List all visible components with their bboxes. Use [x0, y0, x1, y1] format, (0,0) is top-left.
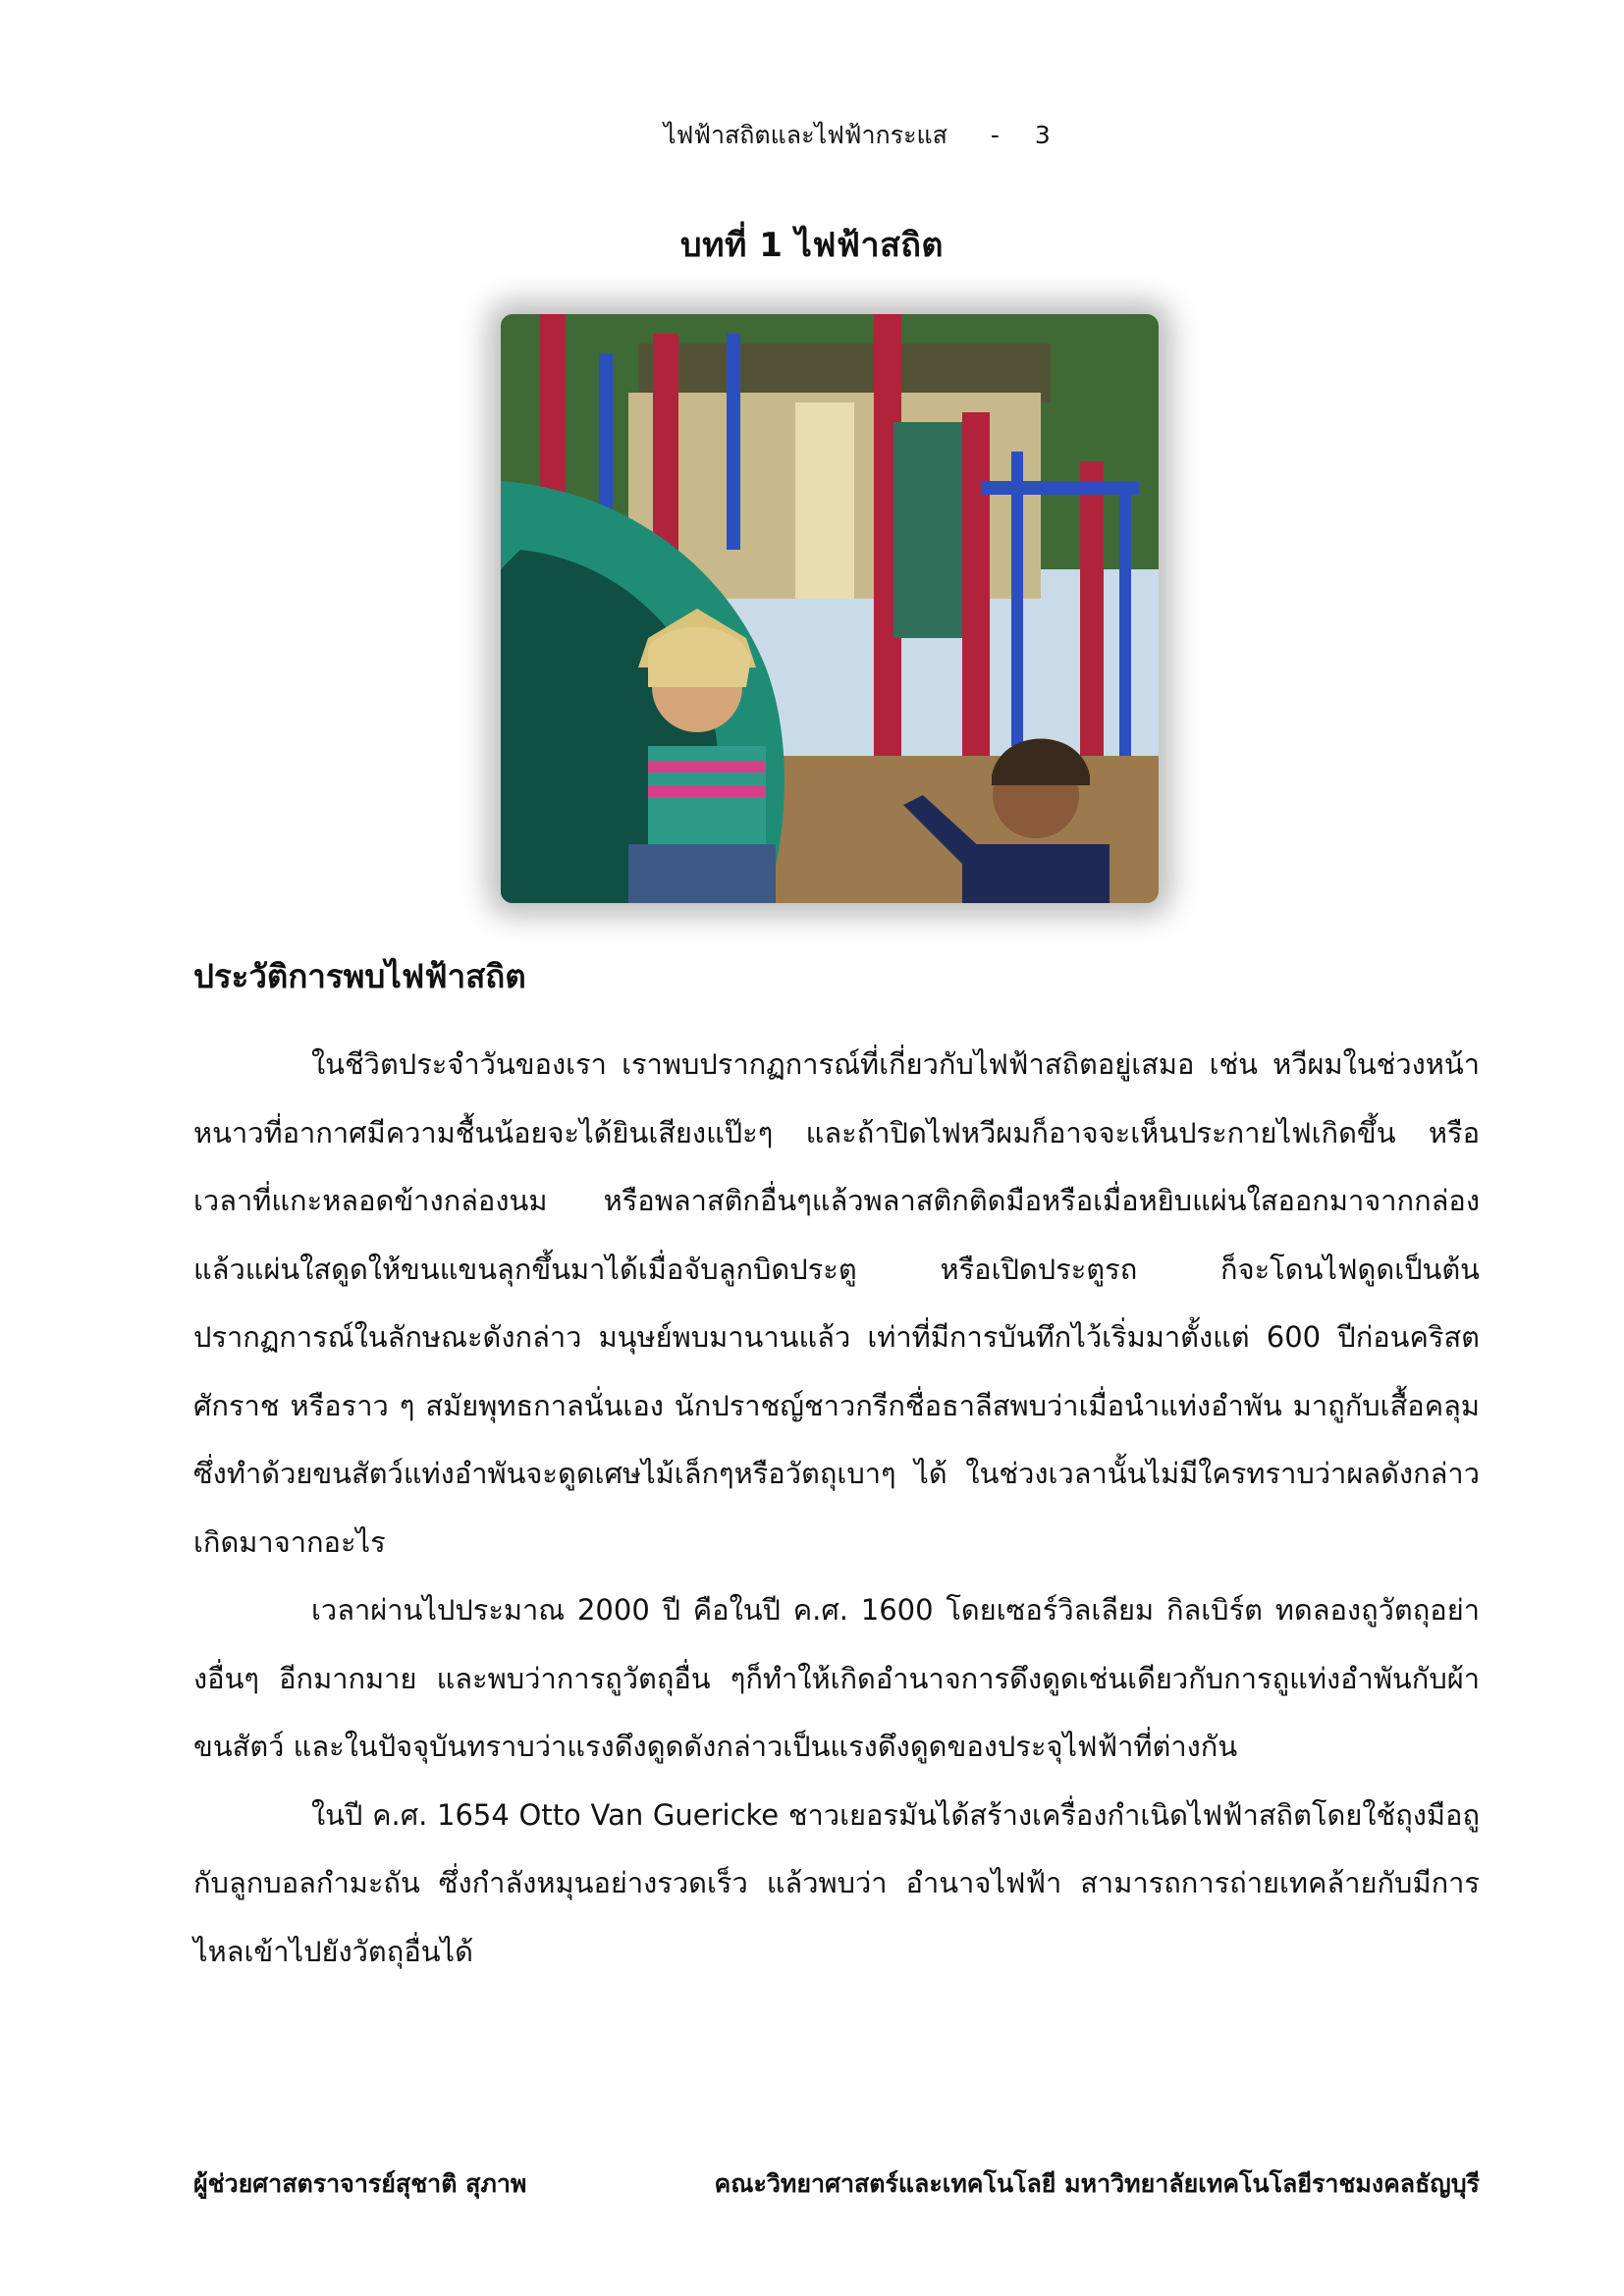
paragraph: ในชีวิตประจำวันของเรา เราพบปรากฏการณ์ที่เกี่ยวกับไฟฟ้าสถิตอยู่เสมอ เช่น หวีผมในช่วงหน้าหนาวที่อากาศมีความชื้นน้อยจะได้ยินเสียงแป๊ะๆ และถ้าปิดไฟหวีผมก็อาจจะเห็นประกายไฟเกิดขึ้น หรือเวลาที่แกะหลอดข้างกล่องนม หรือพลาสติกอื่นๆแล้วพลาสติกติดมือหรือเมื่อหยิบแผ่นใสออกมาจากกล่อง แล้วแผ่นใสดูดให้ขนแขนลุกขึ้นมาได้เมื่อจับลูกบิดประตู หรือเปิดประตูรถ ก็จะโดนไฟดูดเป็นต้นปรากฏการณ์ในลักษณะดังกล่าว มนุษย์พบมานานแล้ว เท่าที่มีการบันทึกไว้เริ่มมาตั้งแต่ 600 ปีก่อนคริสตศักราช หรือราว ๆ สมัยพุทธกาลนั่นเอง นักปราชญ์ชาวกรีกชื่อธาลีสพบว่าเมื่อนำแท่งอำพัน มาถูกับเสื้อคลุมซึ่งทำด้วยขนสัตว์แท่งอำพันจะดูดเศษไม้เล็กๆหรือวัตถุเบาๆ ได้ ในช่วงเวลานั้นไม่มีใครทราบว่าผลดังกล่าวเกิดมาจากอะไร	[193, 1047, 1480, 1559]
blue-rail	[1011, 452, 1023, 746]
footer-affiliation: คณะวิทยาศาสตร์และเทคโนโลยี มหาวิทยาลัยเทคโนโลยีราชมงคลธัญบุรี	[714, 2169, 1480, 2198]
body-text	[193, 1031, 1480, 1986]
page-footer	[193, 2164, 1480, 2204]
blue-rail	[1119, 481, 1131, 775]
shirt-stripe	[648, 761, 766, 773]
chapter-title: บทที่ 1 ไฟฟ้าสถิต	[680, 226, 944, 265]
playground-photo	[501, 314, 1159, 903]
shirt-stripe	[648, 785, 766, 797]
footer-author: ผู้ช่วยศาสตราจารย์สุชาติ สุภาพ	[193, 2169, 527, 2198]
green-panel	[893, 422, 962, 638]
playground-illustration	[501, 314, 1159, 903]
paragraph: เวลาผ่านไปประมาณ 2000 ปี คือในปี ค.ศ. 1600 โดยเซอร์วิลเลียม กิลเบิร์ต ทดลองถูวัตถุอย่างอื่นๆ อีกมากมาย และพบว่าการถูวัตถุอื่น ๆก็ทำให้เกิดอำนาจการดึงดูดเช่นเดียวกับการถูแท่งอำพันกับผ้าขนสัตว์ และในปัจจุบันทราบว่าแรงดึงดูดดังกล่าวเป็นแรงดึงดูดของประจุไฟฟ้าที่ต่างกัน	[193, 1593, 1480, 1763]
paragraph: ในปี ค.ศ. 1654 Otto Van Guericke ชาวเยอรมันได้สร้างเครื่องกำเนิดไฟฟ้าสถิตโดยใช้ถุงมือถูกับลูกบอลกำมะถัน ซึ่งกำลังหมุนอย่างรวดเร็ว แล้วพบว่า อำนาจไฟฟ้า สามารถการถ่ายเทคล้ายกับมีการไหลเข้าไปยังวัตถุอื่นได้	[193, 1797, 1480, 1968]
jeans	[628, 844, 776, 903]
section-heading: ประวัติการพบไฟฟ้าสถิต	[193, 957, 526, 995]
page-number: 3	[1034, 121, 1051, 149]
header-separator: -	[990, 121, 1000, 149]
red-post	[962, 412, 990, 805]
running-header	[664, 116, 1051, 155]
wall-panel	[795, 402, 854, 599]
running-title: ไฟฟ้าสถิตและไฟฟ้ากระแส	[664, 121, 947, 149]
blue-rail	[727, 334, 740, 550]
navy-sweater	[962, 844, 1110, 903]
blue-rail	[982, 481, 1139, 495]
